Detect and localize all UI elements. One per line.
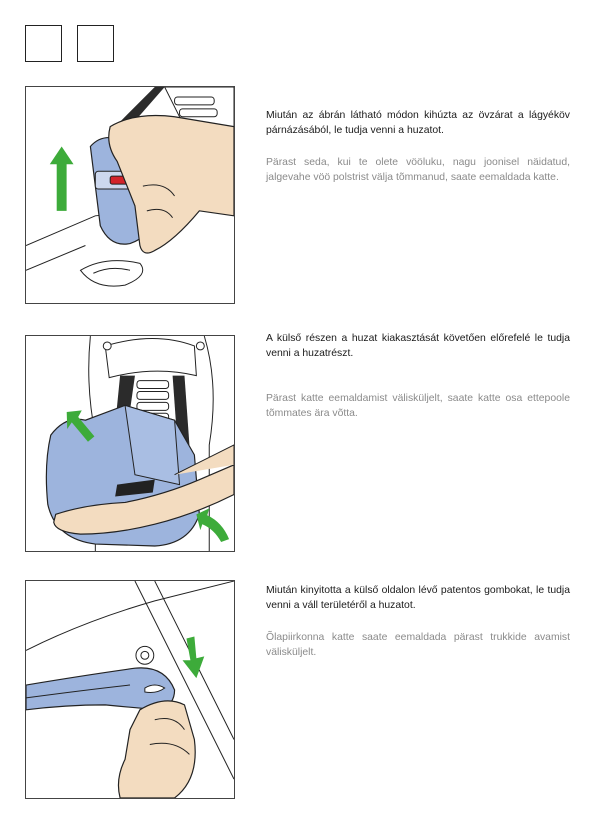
figure-side-cover-removal: [25, 335, 235, 552]
section-3-hu: Miután kinyitotta a külső oldalon lévő patentos gombokat, le tudja venni a váll területéről a huzatot.: [266, 585, 570, 611]
figure-shoulder-cover-removal: [25, 580, 235, 799]
section-1-et: Pärast seda, kui te olete vööluku, nagu joonisel näidatud, jalgevahe vöö polstrist välja tõmmanud, saate eemaldada katte.: [266, 157, 570, 183]
section-2-text: [266, 331, 570, 421]
section-1-text: [266, 108, 570, 185]
section-3-et: Õlapiirkonna katte saate eemaldada pärast trukkide avamist välisküljelt.: [266, 632, 570, 658]
arrow-up-right-icon: [196, 508, 229, 542]
illustration-1: [26, 87, 234, 303]
illustration-2: [26, 336, 234, 551]
illustration-3: [26, 581, 234, 798]
section-2-hu: A külső részen a huzat kiakasztását követően előrefelé le tudja venni a huzatrészt.: [266, 333, 570, 359]
checkbox-2[interactable]: [77, 25, 114, 62]
section-1-hu: Miután az ábrán látható módon kihúzta az övzárat a lágyéköv párnázásából, le tudja venni a huzatot.: [266, 110, 570, 136]
section-3-text: [266, 583, 570, 660]
arrow-up-icon: [50, 146, 74, 210]
section-2-et: Pärast katte eemaldamist välisküljelt, saate katte osa ettepoole tõmmates ära võtta.: [266, 393, 570, 419]
checkbox-1[interactable]: [25, 25, 62, 62]
figure-crotch-buckle-removal: [25, 86, 235, 304]
